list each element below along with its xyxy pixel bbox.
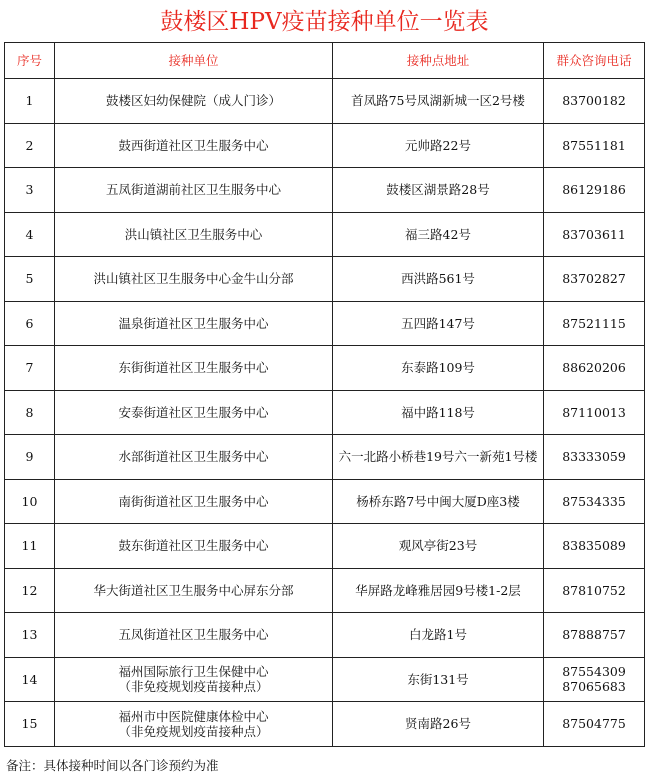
unit-name bbox=[55, 390, 333, 435]
row-number-text: 12 bbox=[21, 582, 38, 598]
row-number-text: 3 bbox=[25, 182, 34, 198]
row-number-text: 9 bbox=[25, 449, 34, 465]
table-row bbox=[5, 301, 645, 346]
unit-name-text: 五凤街道社区卫生服务中心 bbox=[118, 627, 269, 643]
unit-name bbox=[55, 301, 333, 346]
unit-name bbox=[55, 435, 333, 480]
unit-name-text: 东街街道社区卫生服务中心 bbox=[118, 360, 269, 376]
unit-name-text: 洪山镇社区卫生服务中心金牛山分部 bbox=[93, 271, 294, 287]
unit-name-text: 五凤街道湖前社区卫生服务中心 bbox=[105, 182, 281, 198]
table-row bbox=[5, 613, 645, 658]
contact-phone bbox=[544, 613, 645, 658]
site-address bbox=[333, 524, 544, 569]
table-row bbox=[5, 479, 645, 524]
unit-name-text: 南街街道社区卫生服务中心 bbox=[118, 493, 269, 509]
table-header-row bbox=[5, 43, 645, 79]
unit-name-text: （非免疫规划疫苗接种点） bbox=[118, 723, 269, 739]
unit-name-text: 福州市中医院健康体检中心 bbox=[118, 708, 269, 724]
contact-phone-text: 87554309 bbox=[562, 664, 626, 680]
site-address-text: 六一北路小桥巷19号六一新苑1号楼 bbox=[338, 449, 538, 465]
header-address: 接种点地址 bbox=[333, 43, 544, 79]
contact-phone bbox=[544, 702, 645, 747]
header-phone: 群众咨询电话 bbox=[544, 43, 645, 79]
site-address bbox=[333, 702, 544, 747]
row-number-text: 7 bbox=[25, 360, 34, 376]
unit-name-text: 水部街道社区卫生服务中心 bbox=[118, 449, 269, 465]
site-address-text: 元帅路22号 bbox=[405, 137, 471, 153]
site-address-text: 东泰路109号 bbox=[401, 360, 475, 376]
site-address bbox=[333, 657, 544, 702]
contact-phone bbox=[544, 435, 645, 480]
unit-name bbox=[55, 79, 333, 124]
contact-phone-text: 87551181 bbox=[562, 137, 626, 153]
unit-name bbox=[55, 613, 333, 658]
contact-phone-text: 87810752 bbox=[562, 582, 626, 598]
header-no: 序号 bbox=[5, 43, 55, 79]
contact-phone-text: 83702827 bbox=[562, 271, 626, 287]
row-number bbox=[5, 168, 55, 213]
unit-name bbox=[55, 123, 333, 168]
site-address bbox=[333, 257, 544, 302]
row-number bbox=[5, 702, 55, 747]
unit-name bbox=[55, 568, 333, 613]
table-row bbox=[5, 257, 645, 302]
unit-name-text: （非免疫规划疫苗接种点） bbox=[118, 679, 269, 695]
table-row bbox=[5, 79, 645, 124]
table-row bbox=[5, 390, 645, 435]
row-number bbox=[5, 257, 55, 302]
table-row bbox=[5, 212, 645, 257]
footnote: 备注：具体接种时间以各门诊预约为准 bbox=[6, 758, 219, 773]
site-address-text: 观风亭街23号 bbox=[398, 538, 478, 554]
contact-phone-text: 83703611 bbox=[562, 226, 626, 242]
row-number bbox=[5, 613, 55, 658]
unit-name bbox=[55, 168, 333, 213]
unit-name-text: 洪山镇社区卫生服务中心 bbox=[124, 226, 263, 242]
table-row bbox=[5, 657, 645, 702]
contact-phone bbox=[544, 123, 645, 168]
contact-phone bbox=[544, 390, 645, 435]
table-row bbox=[5, 568, 645, 613]
row-number bbox=[5, 301, 55, 346]
contact-phone-text: 87521115 bbox=[562, 315, 626, 331]
row-number-text: 4 bbox=[25, 226, 34, 242]
vaccination-sites-table bbox=[4, 42, 645, 747]
unit-name bbox=[55, 702, 333, 747]
row-number bbox=[5, 390, 55, 435]
row-number bbox=[5, 568, 55, 613]
unit-name-text: 鼓东街道社区卫生服务中心 bbox=[118, 538, 269, 554]
contact-phone bbox=[544, 524, 645, 569]
row-number-text: 13 bbox=[21, 627, 38, 643]
contact-phone bbox=[544, 79, 645, 124]
unit-name-text: 温泉街道社区卫生服务中心 bbox=[118, 315, 269, 331]
site-address bbox=[333, 479, 544, 524]
contact-phone-text: 83700182 bbox=[562, 93, 626, 109]
site-address-text: 杨桥东路7号中闽大厦D座3楼 bbox=[356, 493, 520, 509]
row-number-text: 10 bbox=[21, 493, 38, 509]
contact-phone-text: 87888757 bbox=[562, 627, 626, 643]
site-address bbox=[333, 568, 544, 613]
row-number bbox=[5, 479, 55, 524]
unit-name-text: 鼓西街道社区卫生服务中心 bbox=[118, 137, 269, 153]
contact-phone bbox=[544, 168, 645, 213]
table-row bbox=[5, 346, 645, 391]
table-row bbox=[5, 524, 645, 569]
contact-phone-text: 88620206 bbox=[562, 360, 626, 376]
header-unit: 接种单位 bbox=[55, 43, 333, 79]
row-number-text: 2 bbox=[25, 137, 34, 153]
contact-phone bbox=[544, 346, 645, 391]
site-address bbox=[333, 301, 544, 346]
site-address-text: 福中路118号 bbox=[401, 404, 475, 420]
row-number-text: 5 bbox=[25, 271, 34, 287]
row-number-text: 1 bbox=[25, 93, 34, 109]
contact-phone-text: 87534335 bbox=[562, 493, 626, 509]
contact-phone-text: 87065683 bbox=[562, 679, 626, 695]
row-number-text: 14 bbox=[21, 671, 38, 687]
site-address-text: 贤南路26号 bbox=[405, 716, 471, 732]
contact-phone bbox=[544, 479, 645, 524]
unit-name bbox=[55, 346, 333, 391]
unit-name-text: 鼓楼区妇幼保健院（成人门诊） bbox=[105, 93, 281, 109]
contact-phone-text: 87504775 bbox=[562, 716, 626, 732]
row-number-text: 8 bbox=[25, 404, 34, 420]
unit-name bbox=[55, 257, 333, 302]
contact-phone bbox=[544, 257, 645, 302]
contact-phone-text: 87110013 bbox=[562, 404, 626, 420]
row-number bbox=[5, 346, 55, 391]
site-address bbox=[333, 346, 544, 391]
site-address-text: 东街131号 bbox=[407, 671, 469, 687]
row-number-text: 6 bbox=[25, 315, 34, 331]
site-address-text: 五四路147号 bbox=[401, 315, 475, 331]
row-number-text: 15 bbox=[21, 716, 38, 732]
row-number bbox=[5, 79, 55, 124]
site-address bbox=[333, 123, 544, 168]
site-address-text: 首凤路75号凤湖新城一区2号楼 bbox=[351, 93, 525, 109]
contact-phone-text: 83333059 bbox=[562, 449, 626, 465]
unit-name bbox=[55, 657, 333, 702]
contact-phone-text: 86129186 bbox=[562, 182, 626, 198]
page-title: 鼓楼区HPV疫苗接种单位一览表 bbox=[160, 9, 489, 35]
row-number bbox=[5, 435, 55, 480]
table-row bbox=[5, 702, 645, 747]
unit-name bbox=[55, 524, 333, 569]
site-address bbox=[333, 168, 544, 213]
contact-phone bbox=[544, 301, 645, 346]
site-address bbox=[333, 212, 544, 257]
unit-name-text: 华大街道社区卫生服务中心屏东分部 bbox=[93, 582, 294, 598]
row-number bbox=[5, 123, 55, 168]
unit-name-text: 安泰街道社区卫生服务中心 bbox=[118, 404, 269, 420]
site-address bbox=[333, 613, 544, 658]
site-address bbox=[333, 79, 544, 124]
unit-name bbox=[55, 212, 333, 257]
contact-phone bbox=[544, 212, 645, 257]
site-address bbox=[333, 435, 544, 480]
row-number bbox=[5, 212, 55, 257]
table-row bbox=[5, 435, 645, 480]
site-address bbox=[333, 390, 544, 435]
site-address-text: 西洪路561号 bbox=[401, 271, 475, 287]
unit-name-text: 福州国际旅行卫生保健中心 bbox=[118, 664, 269, 680]
contact-phone bbox=[544, 657, 645, 702]
contact-phone-text: 83835089 bbox=[562, 538, 626, 554]
row-number bbox=[5, 524, 55, 569]
site-address-text: 福三路42号 bbox=[405, 226, 471, 242]
row-number-text: 11 bbox=[21, 538, 38, 554]
table-row bbox=[5, 123, 645, 168]
site-address-text: 白龙路1号 bbox=[409, 627, 467, 643]
row-number bbox=[5, 657, 55, 702]
site-address-text: 华屏路龙峰雅居园9号楼1-2层 bbox=[355, 582, 521, 598]
table-row bbox=[5, 168, 645, 213]
contact-phone bbox=[544, 568, 645, 613]
site-address-text: 鼓楼区湖景路28号 bbox=[386, 182, 490, 198]
unit-name bbox=[55, 479, 333, 524]
